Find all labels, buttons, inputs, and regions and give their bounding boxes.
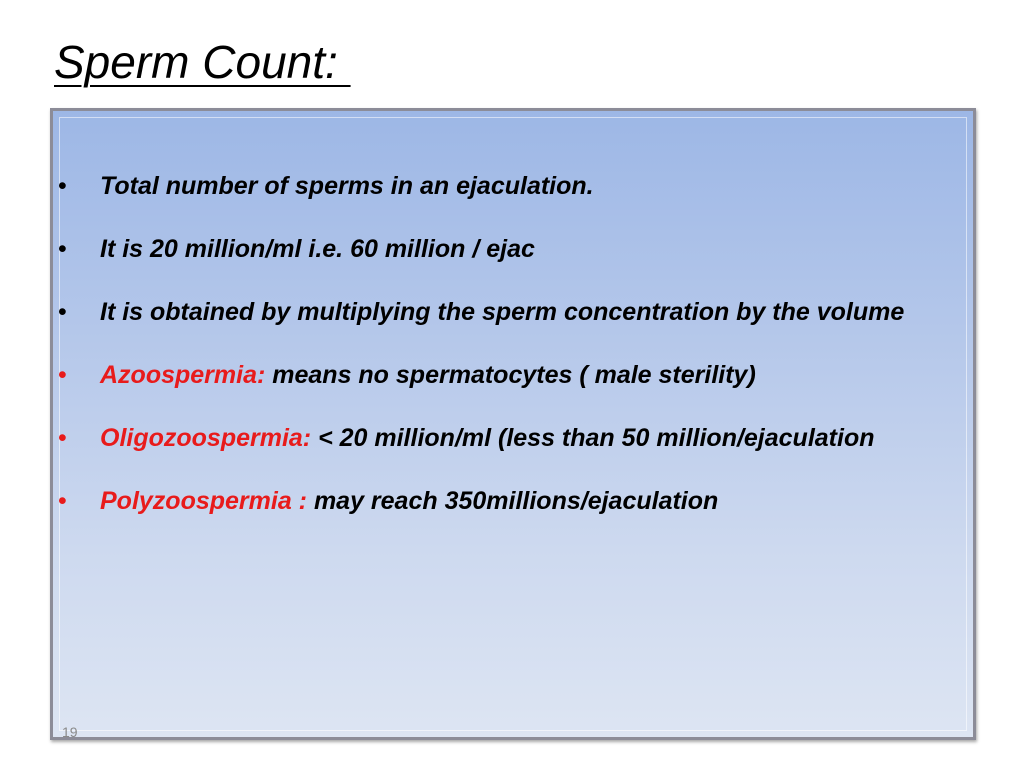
bullet-marker: • xyxy=(58,172,67,200)
page-number: 19 xyxy=(62,724,78,740)
bullet-item-oligozoospermia xyxy=(58,410,938,466)
term-azoospermia: Azoospermia: xyxy=(100,361,266,389)
bullet-marker: • xyxy=(58,298,67,326)
bullet-text: It is 20 million/ml i.e. 60 million / ejac xyxy=(100,235,535,263)
bullet-item xyxy=(58,221,938,277)
bullet-text: Total number of sperms in an ejaculation. xyxy=(100,172,594,200)
term-oligozoospermia: Oligozoospermia: xyxy=(100,424,312,452)
bullet-text: It is obtained by multiplying the sperm concentration by the volume xyxy=(100,298,905,326)
bullet-item-azoospermia xyxy=(58,347,938,403)
bullet-marker: • xyxy=(58,424,67,452)
bullet-marker: • xyxy=(58,361,67,389)
bullet-item xyxy=(58,284,938,340)
bullet-marker: • xyxy=(58,487,67,515)
bullet-item-polyzoospermia xyxy=(58,473,938,529)
bullet-text: may reach 350millions/ejaculation xyxy=(307,487,719,515)
bullet-text: < 20 million/ml (less than 50 million/ejaculation xyxy=(311,424,875,452)
bullet-list xyxy=(58,158,938,536)
term-polyzoospermia: Polyzoospermia : xyxy=(100,487,307,515)
slide-title: Sperm Count: xyxy=(54,36,351,88)
bullet-marker: • xyxy=(58,235,67,263)
bullet-item xyxy=(58,158,938,214)
bullet-text: means no spermatocytes ( male sterility) xyxy=(265,361,756,389)
